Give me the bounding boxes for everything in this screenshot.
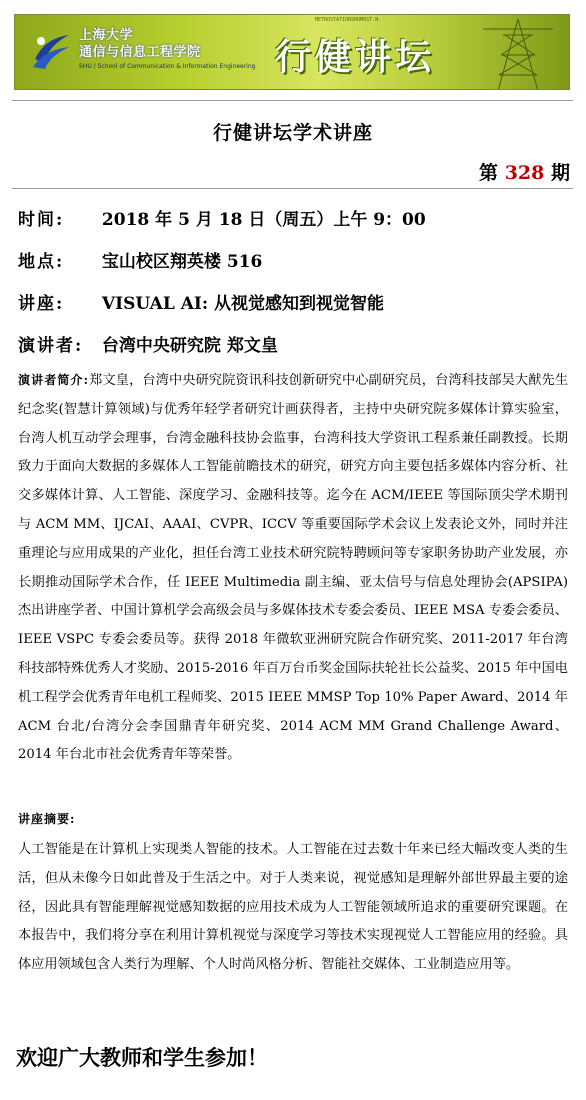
abstract-text: 人工智能是在计算机上实现类人智能的技术。人工智能在过去数十年来已经大幅改变人类的生活，但从未像今日如此普及于生活之中。对于人类来说，视觉感知是理解外部世界最主要的途径，因此具有智能理解视觉感知数据的应用技术成为人工智能领域所追求的重要研究课题。在本报告中，我们将分享在利用计算机视觉与深度学习等技术实现视觉人工智能应用的经验。具体应用领域包含人类行为理解、个人时尚风格分析、智能社交媒体、工业制造应用等。 [18, 842, 568, 973]
issue-suffix: 期 [550, 162, 570, 184]
school-logo-block [23, 23, 256, 81]
issue-number-value: 328 [504, 162, 545, 184]
welcome-message: 欢迎广大教师和学生参加！ [16, 1046, 268, 1070]
speaker-label: 演讲者: [18, 336, 84, 356]
school-name-line1: 上海大学 [79, 28, 134, 43]
header-banner [14, 14, 570, 90]
university-logo-icon [29, 29, 73, 73]
place-value: 宝山校区翔英楼 516 [101, 252, 263, 272]
issue-prefix: 第 [479, 162, 499, 184]
lecture-value: VISUAL AI: 从视觉感知到视觉智能 [101, 294, 385, 314]
info-row-place [18, 247, 262, 272]
issue-divider [12, 188, 573, 189]
bio-label: 演讲者简介: [18, 373, 90, 387]
school-name [79, 27, 201, 61]
transmission-tower-icon [473, 15, 563, 90]
speaker-bio [18, 366, 568, 770]
issue-number [479, 158, 570, 185]
school-name-line2: 通信与信息工程学院 [79, 45, 201, 60]
banner-title: 行健讲坛 [275, 37, 436, 78]
time-value: 2018 年 5 月 18 日（周五）上午 9：00 [101, 210, 426, 230]
info-row-speaker [18, 331, 278, 356]
lecture-abstract [18, 836, 568, 980]
top-divider [12, 100, 573, 101]
bio-text: 郑文皇，台湾中央研究院资讯科技创新研究中心副研究员，台湾科技部吴大猷先生纪念奖(智慧计算领域)与优秀年轻学者研究计画获得者，主持中央研究院多媒体计算实验室，台湾人机互动学会理事，台湾金融科技协会监事，台湾科技大学资讯工程系兼任副教授。长期致力于面向大数据的多媒体人工智能前瞻技术的研究，研究方向主要包括多媒体内容分析、社交多媒体计算、人工智能、深度学习、金融科技等。迄今在 ACM/IEEE 等国际顶尖学术期刊与 ACM MM、IJCAI、AAAI、CVPR、ICCV 等重要国际学术会议上发表论文外，同时并注重理论与应用成果的产业化，担任台湾工业技术研究院特聘顾问等专家职务协助产业发展，亦长期推动国际学术合作，任 IEEE Multimedia 副主编、亚太信号与信息处理协会(APSIPA)杰出讲座学者、中国计算机学会高级会员与多媒体技术专委会委员、IEEE MSA 专委会委员、IEEE VSPC 专委会委员等。获得 2018 年微软亚洲研究院合作研究奖、2011-2017 年台湾科技部特殊优秀人才奖励、2015-2016 年百万台币奖金国际扶轮社长公益奖、2015 年中国电机工程学会优秀青年电机工程师奖、2015 IEEE MMSP Top 10% Paper Award、2014 年 ACM 台北/台湾分会李国鼎青年研究奖、2014 ACM MM Grand Challenge Award、2014 年台北市社会优秀青年等荣誉。 [18, 373, 569, 763]
place-label: 地点: [18, 252, 65, 272]
time-label: 时间: [18, 210, 65, 230]
speaker-value: 台湾中央研究院 郑文皇 [101, 336, 278, 356]
banner-url-text: METROSTATIONSHUMOST.N [315, 17, 379, 23]
info-row-lecture [18, 289, 384, 314]
info-row-time [18, 205, 426, 230]
school-english-name: SHU / School of Communication & Information Engineering [79, 63, 256, 70]
page-title: 行健讲坛学术讲座 [212, 122, 373, 144]
lecture-label: 讲座: [18, 294, 65, 314]
abstract-label: 讲座摘要: [18, 812, 76, 826]
